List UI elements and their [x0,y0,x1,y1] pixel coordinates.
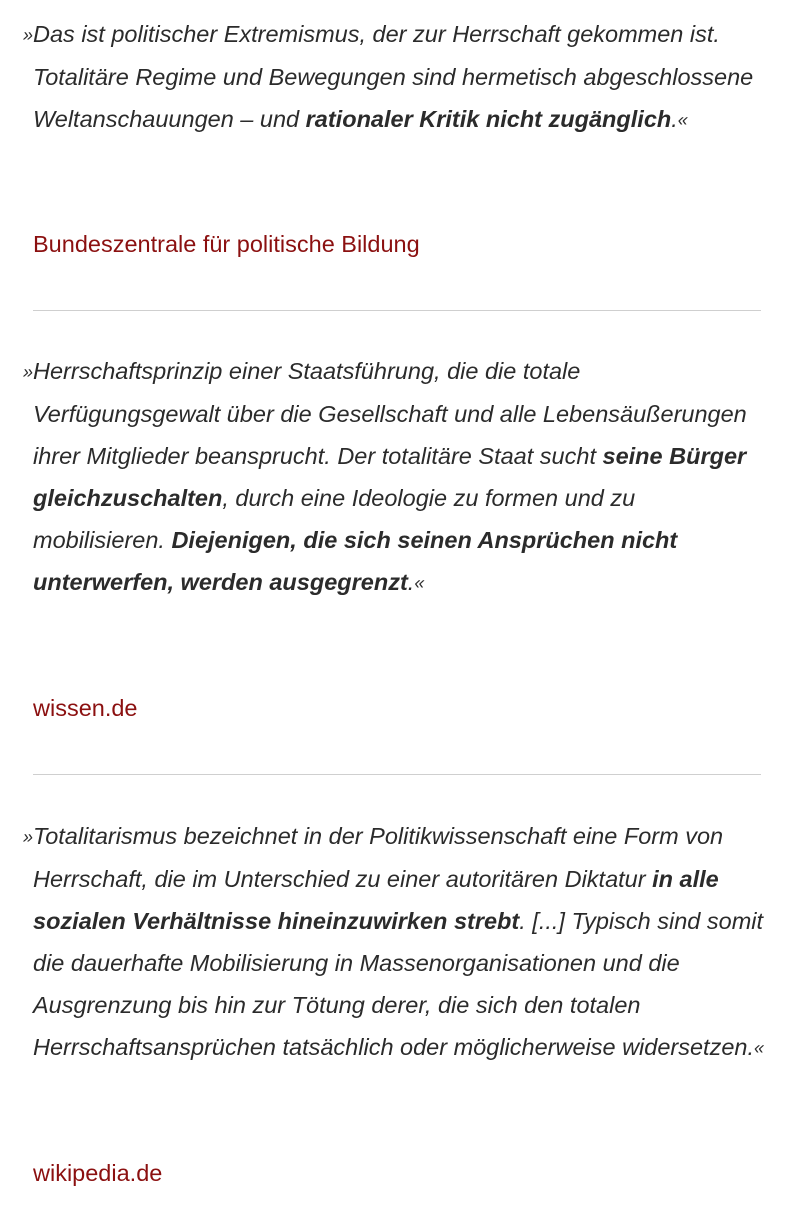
quote-block-3 [23,815,768,1069]
divider [33,774,761,775]
quote-open-mark: » [23,827,34,847]
quote-segment: Totalitarismus bezeichnet in der Politikwissenschaft eine Form von Herrschaft, die im Unterschied zu einer autoritären Diktatur [33,823,724,892]
quote-segment: . [...] Typisch sind somit die dauerhafte Mobilisierung in Massenorganisationen und die Ausgrenzung bis hin zur Tötung derer, die sich den totalen Herrschaftsansprüchen tatsächlich oder möglicherweise widersetzen. [33,908,764,1060]
quote-open-mark: » [23,362,34,382]
quote-1-text [23,13,768,141]
quote-segment: , durch eine Ideologie zu formen und zu mobilisieren. [33,485,636,553]
source-link-wikipedia[interactable]: wikipedia.de [33,1160,163,1186]
quote-segment: . [671,106,678,132]
divider [33,310,761,311]
quote-emphasis: in alle sozialen Verhältnisse hineinzuwirken strebt [33,866,719,934]
quote-emphasis: seine Bürger gleichzuschalten [33,443,747,511]
quote-3-text [23,815,768,1069]
quote-2-text [23,350,768,604]
quote-emphasis: rationaler Kritik nicht zugänglich [305,106,672,132]
quote-segment: . [407,569,415,595]
quote-block-2 [23,350,768,604]
quote-close-mark: « [754,1038,765,1058]
quote-emphasis: Diejenigen, die sich seinen Ansprüchen nicht unterwerfen, werden ausgegrenzt [33,527,678,595]
quote-block-1 [23,13,768,141]
quote-open-mark: » [23,25,34,45]
quote-segment: Herrschaftsprinzip einer Staatsführung, die die totale Verfügungsgewalt über die Gesellschaft und alle Lebensäußerungen ihrer Mitglieder beansprucht. Der totalitäre Staat sucht [33,358,747,469]
quote-segment: Das ist politischer Extremismus, der zur Herrschaft gekommen ist. Totalitäre Regime und Bewegungen sind hermetisch abgeschlossene Weltanschauungen – und [33,21,754,132]
quote-close-mark: « [677,110,688,130]
source-link-bpb[interactable]: Bundeszentrale für politische Bildung [33,231,420,257]
quote-close-mark: « [414,573,425,593]
source-link-wissen[interactable]: wissen.de [33,695,138,721]
